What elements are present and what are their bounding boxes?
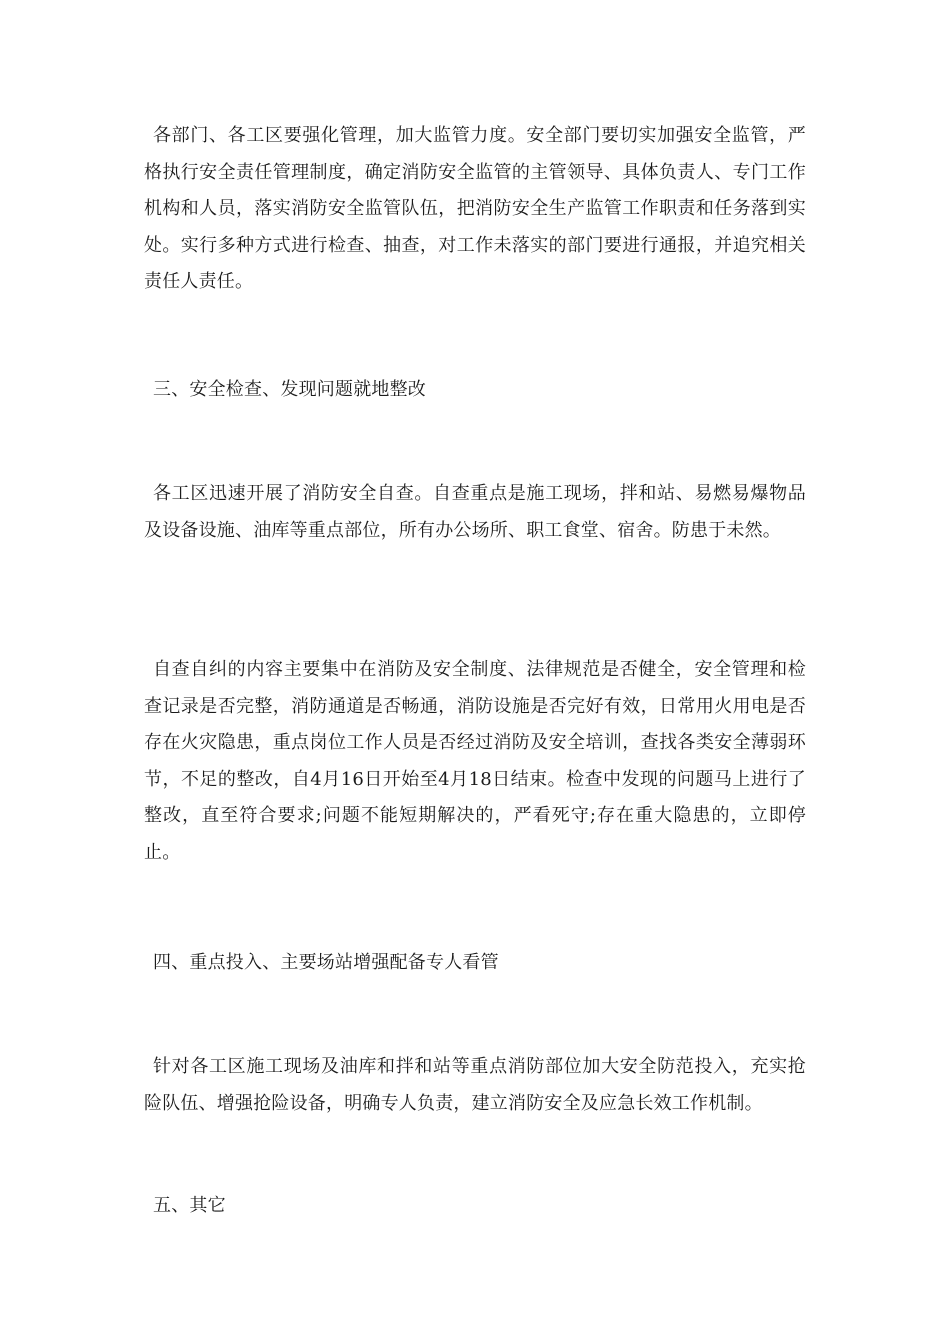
section-heading-3: 三、安全检查、发现问题就地整改 bbox=[153, 379, 426, 400]
paragraph-supervision: 各部门、各工区要强化管理，加大监管力度。安全部门要切实加强安全监管，严格执行安全责任管理制度，确定消防安全监管的主管领导、具体负责人、专门工作机构和人员，落实消防安全监管队伍，把消防安全生产监管工作职责和任务落到实处。实行多种方式进行检查、抽查，对工作未落实的部门要进行通报，并追究相关责任人责任。 bbox=[144, 125, 806, 292]
section-heading-5: 五、其它 bbox=[153, 1195, 226, 1216]
paragraph-inspection-content: 自查自纠的内容主要集中在消防及安全制度、法律规范是否健全，安全管理和检查记录是否完整，消防通道是否畅通，消防设施是否完好有效，日常用火用电是否存在火灾隐患，重点岗位工作人员是否经过消防及安全培训，查找各类安全薄弱环节，不足的整改，自4月16日开始至4月18日结束。检查中发现的问题马上进行了整改，直至符合要求;问题不能短期解决的，严看死守;存在重大隐患的，立即停止。 bbox=[144, 659, 806, 863]
section-heading-4: 四、重点投入、主要场站增强配备专人看管 bbox=[153, 952, 499, 973]
paragraph-investment: 针对各工区施工现场及油库和拌和站等重点消防部位加大安全防范投入，充实抢险队伍、增强抢险设备，明确专人负责，建立消防安全及应急长效工作机制。 bbox=[144, 1056, 806, 1114]
paragraph-self-inspection: 各工区迅速开展了消防安全自查。自查重点是施工现场，拌和站、易燃易爆物品及设备设施、油库等重点部位，所有办公场所、职工食堂、宿舍。防患于未然。 bbox=[144, 483, 806, 541]
